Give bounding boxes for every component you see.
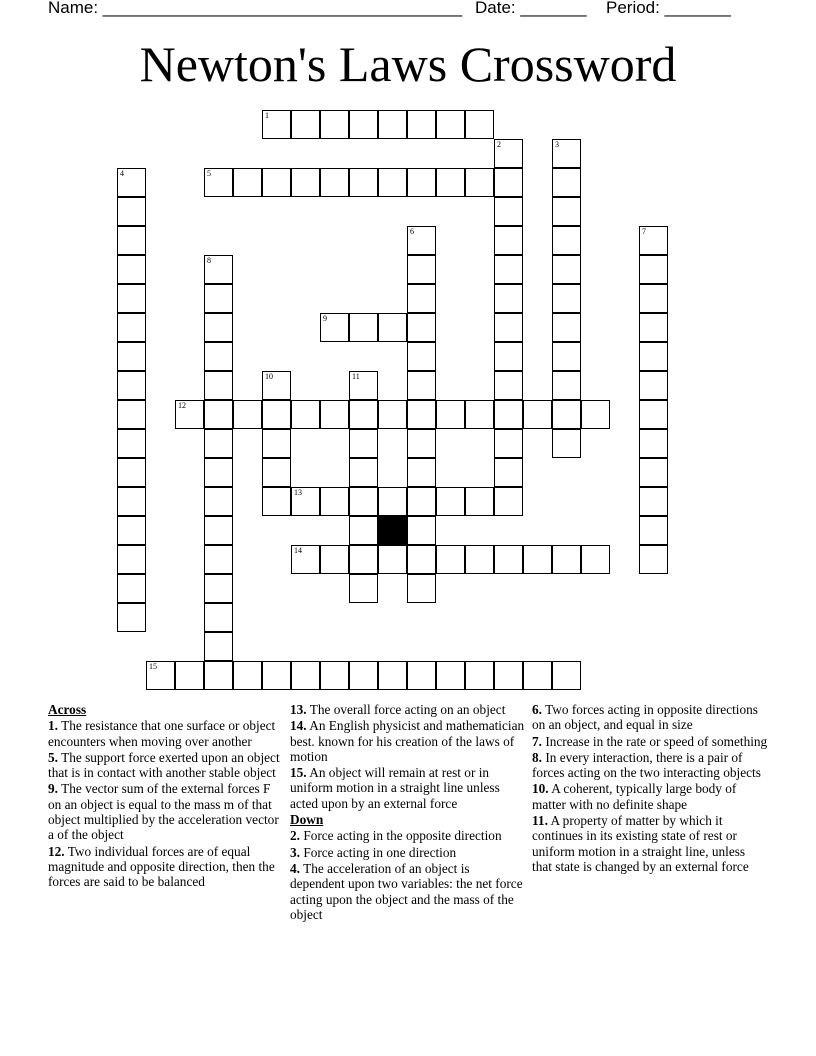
answer-cell[interactable] <box>349 487 378 516</box>
answer-cell[interactable] <box>349 458 378 487</box>
answer-cell[interactable] <box>349 429 378 458</box>
clue-number: 4 <box>120 169 124 178</box>
answer-cell[interactable] <box>378 661 407 690</box>
answer-cell[interactable] <box>407 313 436 342</box>
across-heading: Across <box>48 702 87 717</box>
answer-cell[interactable] <box>204 487 233 516</box>
answer-cell[interactable] <box>204 371 233 400</box>
answer-cell[interactable] <box>494 284 523 313</box>
answer-cell[interactable] <box>204 429 233 458</box>
answer-cell[interactable] <box>639 371 668 400</box>
clue-item <box>290 702 526 717</box>
answer-cell[interactable] <box>349 516 378 545</box>
answer-cell[interactable] <box>639 429 668 458</box>
answer-cell[interactable] <box>639 313 668 342</box>
clue-text: An English physicist and mathematician best. known for his creation of the laws of motion <box>290 718 525 764</box>
answer-cell[interactable] <box>262 400 291 429</box>
answer-cell[interactable] <box>552 197 581 226</box>
answer-cell[interactable] <box>436 400 465 429</box>
answer-cell[interactable] <box>494 139 523 168</box>
answer-cell[interactable] <box>407 400 436 429</box>
answer-cell[interactable] <box>204 661 233 690</box>
answer-cell[interactable] <box>494 661 523 690</box>
clue-number-label: 12. <box>48 843 65 859</box>
clue-text: The support force exerted upon an object that is in contact with another stable object <box>48 749 280 781</box>
answer-cell[interactable] <box>320 661 349 690</box>
answer-cell[interactable] <box>204 255 233 284</box>
answer-cell[interactable] <box>407 545 436 574</box>
clue-item <box>290 828 526 843</box>
answer-cell[interactable] <box>349 661 378 690</box>
answer-cell[interactable] <box>233 661 262 690</box>
answer-cell[interactable] <box>349 574 378 603</box>
clue-item <box>290 765 526 811</box>
clue-item <box>532 702 768 733</box>
name-field: Name: ______________________________________ <box>48 0 463 17</box>
clue-number: 8 <box>207 256 211 265</box>
answer-cell[interactable] <box>465 487 494 516</box>
answer-cell[interactable] <box>552 139 581 168</box>
clue-text: In every interaction, there is a pair of forces acting on the two interacting objects <box>532 749 761 781</box>
date-field: Date: _______ <box>475 0 587 17</box>
answer-cell[interactable] <box>262 487 291 516</box>
clue-number: 5 <box>207 169 211 178</box>
answer-cell[interactable] <box>494 313 523 342</box>
clue-text: Two individual forces are of equal magnitude and opposite direction, then the forces are said to be balanced <box>48 843 275 890</box>
answer-cell[interactable] <box>117 487 146 516</box>
answer-cell[interactable] <box>349 371 378 400</box>
answer-cell[interactable] <box>117 313 146 342</box>
answer-cell[interactable] <box>117 284 146 313</box>
answer-cell[interactable] <box>320 110 349 139</box>
answer-cell[interactable] <box>407 110 436 139</box>
clue-item <box>48 750 284 781</box>
answer-cell[interactable] <box>407 516 436 545</box>
answer-cell[interactable] <box>465 110 494 139</box>
clue-number-label: 11. <box>532 813 548 829</box>
clue-number: 3 <box>555 140 559 149</box>
answer-cell[interactable] <box>639 458 668 487</box>
answer-cell[interactable] <box>320 400 349 429</box>
answer-cell[interactable] <box>320 545 349 574</box>
clue-text: The vector sum of the external forces F on an object is equal to the mass m of that object multiplied by the acceleration vector a of the object <box>48 781 279 843</box>
clue-number-label: 13. <box>290 702 307 717</box>
answer-cell[interactable] <box>349 168 378 197</box>
clue-number: 15 <box>149 662 157 671</box>
answer-cell[interactable] <box>204 603 233 632</box>
answer-cell[interactable] <box>378 168 407 197</box>
clue-number-label: 9. <box>48 781 58 797</box>
answer-cell[interactable] <box>291 110 320 139</box>
answer-cell[interactable] <box>320 168 349 197</box>
clue-number: 13 <box>294 488 302 497</box>
answer-cell[interactable] <box>552 545 581 574</box>
clue-item <box>290 718 526 764</box>
clue-number: 1 <box>265 111 269 120</box>
clue-number-label: 2. <box>290 828 300 844</box>
clue-text: Increase in the rate or speed of something <box>545 733 768 749</box>
answer-cell[interactable] <box>204 342 233 371</box>
clue-number-label: 5. <box>48 749 58 765</box>
answer-cell[interactable] <box>204 545 233 574</box>
answer-cell[interactable] <box>552 255 581 284</box>
clue-item <box>532 813 768 874</box>
answer-cell[interactable] <box>117 603 146 632</box>
answer-cell[interactable] <box>291 487 320 516</box>
answer-cell[interactable] <box>552 429 581 458</box>
answer-cell[interactable] <box>436 168 465 197</box>
answer-cell[interactable] <box>407 255 436 284</box>
clue-number-label: 15. <box>290 765 307 781</box>
answer-cell[interactable] <box>436 661 465 690</box>
answer-cell[interactable] <box>117 400 146 429</box>
answer-cell[interactable] <box>204 516 233 545</box>
answer-cell[interactable] <box>378 545 407 574</box>
answer-cell[interactable] <box>494 458 523 487</box>
period-field: Period: _______ <box>606 0 731 17</box>
answer-cell[interactable] <box>204 458 233 487</box>
answer-cell[interactable] <box>465 400 494 429</box>
answer-cell[interactable] <box>262 371 291 400</box>
clue-item <box>48 718 284 749</box>
down-heading: Down <box>290 812 324 828</box>
answer-cell[interactable] <box>407 168 436 197</box>
answer-cell[interactable] <box>552 284 581 313</box>
answer-cell[interactable] <box>494 226 523 255</box>
answer-cell[interactable] <box>349 545 378 574</box>
answer-cell[interactable] <box>407 284 436 313</box>
answer-cell[interactable] <box>552 661 581 690</box>
clue-number: 11 <box>352 372 360 381</box>
answer-cell[interactable] <box>117 516 146 545</box>
answer-cell[interactable] <box>494 400 523 429</box>
answer-cell[interactable] <box>175 661 204 690</box>
answer-cell[interactable] <box>494 342 523 371</box>
answer-cell[interactable] <box>204 574 233 603</box>
clues-column-2 <box>290 702 526 923</box>
answer-cell[interactable] <box>552 313 581 342</box>
answer-cell[interactable] <box>117 255 146 284</box>
answer-cell[interactable] <box>262 458 291 487</box>
answer-cell[interactable] <box>262 168 291 197</box>
answer-cell[interactable] <box>378 400 407 429</box>
answer-cell[interactable] <box>523 400 552 429</box>
answer-cell[interactable] <box>494 197 523 226</box>
answer-cell[interactable] <box>407 226 436 255</box>
clue-number: 6 <box>410 227 414 236</box>
answer-cell[interactable] <box>552 168 581 197</box>
answer-cell[interactable] <box>320 313 349 342</box>
clue-item <box>290 861 526 922</box>
answer-cell[interactable] <box>581 400 610 429</box>
clues-column-1 <box>48 702 284 891</box>
answer-cell[interactable] <box>378 110 407 139</box>
clue-text: A coherent, typically large body of matter with no definite shape <box>532 781 737 812</box>
clue-number: 2 <box>497 140 501 149</box>
clue-number-label: 1. <box>48 718 58 734</box>
clue-number-label: 10. <box>532 781 549 797</box>
answer-cell[interactable] <box>552 226 581 255</box>
answer-cell[interactable] <box>117 458 146 487</box>
answer-cell[interactable] <box>291 545 320 574</box>
clue-item <box>48 844 284 890</box>
clue-item <box>532 734 768 749</box>
answer-cell[interactable] <box>639 226 668 255</box>
clue-item <box>532 750 768 781</box>
answer-cell[interactable] <box>117 168 146 197</box>
clue-number-label: 8. <box>532 749 542 765</box>
answer-cell[interactable] <box>204 313 233 342</box>
answer-cell[interactable] <box>494 168 523 197</box>
answer-cell[interactable] <box>639 545 668 574</box>
answer-cell[interactable] <box>262 429 291 458</box>
answer-cell[interactable] <box>262 661 291 690</box>
answer-cell[interactable] <box>204 284 233 313</box>
answer-cell[interactable] <box>349 313 378 342</box>
answer-cell[interactable] <box>233 400 262 429</box>
answer-cell[interactable] <box>407 487 436 516</box>
clue-text: A property of matter by which it continues in its existing state of rest or uniform motion in a straight line, unless that state is changed by an external force <box>532 813 749 874</box>
answer-cell[interactable] <box>523 545 552 574</box>
answer-cell[interactable] <box>117 371 146 400</box>
answer-cell[interactable] <box>407 371 436 400</box>
answer-cell[interactable] <box>639 255 668 284</box>
clue-number-label: 4. <box>290 860 300 876</box>
answer-cell[interactable] <box>117 429 146 458</box>
clue-text: The resistance that one surface or object encounters when moving over another <box>48 718 276 749</box>
answer-cell[interactable] <box>494 545 523 574</box>
answer-cell[interactable] <box>378 487 407 516</box>
page-title: Newton's Laws Crossword <box>139 36 677 92</box>
clue-text: An object will remain at rest or in uniform motion in a straight line unless acted upon by an external force <box>290 765 500 811</box>
answer-cell[interactable] <box>407 661 436 690</box>
clue-number-label: 14. <box>290 718 307 734</box>
answer-cell[interactable] <box>291 168 320 197</box>
answer-cell[interactable] <box>117 197 146 226</box>
clue-number: 9 <box>323 314 327 323</box>
answer-cell[interactable] <box>204 400 233 429</box>
answer-cell[interactable] <box>552 400 581 429</box>
answer-cell[interactable] <box>204 168 233 197</box>
answer-cell[interactable] <box>204 632 233 661</box>
answer-cell[interactable] <box>436 545 465 574</box>
answer-cell[interactable] <box>639 342 668 371</box>
answer-cell[interactable] <box>494 429 523 458</box>
clue-text: Force acting in the opposite direction <box>303 828 502 844</box>
answer-cell[interactable] <box>407 574 436 603</box>
answer-cell[interactable] <box>117 342 146 371</box>
answer-cell[interactable] <box>349 400 378 429</box>
answer-cell[interactable] <box>233 168 262 197</box>
answer-cell[interactable] <box>639 516 668 545</box>
clue-number: 14 <box>294 546 302 555</box>
clue-number-label: 3. <box>290 844 300 860</box>
answer-cell[interactable] <box>291 400 320 429</box>
clue-number: 7 <box>642 227 646 236</box>
clue-number: 10 <box>265 372 273 381</box>
answer-cell[interactable] <box>494 255 523 284</box>
answer-cell[interactable] <box>117 545 146 574</box>
answer-cell[interactable] <box>349 110 378 139</box>
clue-item <box>48 781 284 842</box>
answer-cell[interactable] <box>494 371 523 400</box>
answer-cell[interactable] <box>117 226 146 255</box>
answer-cell[interactable] <box>639 284 668 313</box>
answer-cell[interactable] <box>320 487 349 516</box>
shaded-cell <box>378 516 407 545</box>
clue-number: 12 <box>178 401 186 410</box>
answer-cell[interactable] <box>436 110 465 139</box>
clue-item <box>532 781 768 812</box>
answer-cell[interactable] <box>262 110 291 139</box>
answer-cell[interactable] <box>465 545 494 574</box>
answer-cell[interactable] <box>639 400 668 429</box>
answer-cell[interactable] <box>552 342 581 371</box>
clue-text: The overall force acting on an object <box>309 702 506 717</box>
clue-text: The acceleration of an object is dependent upon two variables: the net force acting upon the object and the mass of the object <box>290 860 523 922</box>
answer-cell[interactable] <box>407 429 436 458</box>
clues-column-3 <box>532 702 768 875</box>
answer-cell[interactable] <box>494 487 523 516</box>
answer-cell[interactable] <box>407 342 436 371</box>
answer-cell[interactable] <box>639 487 668 516</box>
clue-text: Two forces acting in opposite directions on an object, and equal in size <box>532 702 758 733</box>
answer-cell[interactable] <box>291 661 320 690</box>
answer-cell[interactable] <box>117 574 146 603</box>
answer-cell[interactable] <box>523 661 552 690</box>
answer-cell[interactable] <box>146 661 175 690</box>
answer-cell[interactable] <box>581 545 610 574</box>
answer-cell[interactable] <box>465 661 494 690</box>
clue-number-label: 7. <box>532 733 542 749</box>
clue-text: Force acting in one direction <box>303 844 457 860</box>
answer-cell[interactable] <box>407 458 436 487</box>
answer-cell[interactable] <box>175 400 204 429</box>
answer-cell[interactable] <box>378 313 407 342</box>
clue-item <box>290 845 526 860</box>
answer-cell[interactable] <box>436 487 465 516</box>
clue-number-label: 6. <box>532 702 542 717</box>
answer-cell[interactable] <box>465 168 494 197</box>
answer-cell[interactable] <box>552 371 581 400</box>
